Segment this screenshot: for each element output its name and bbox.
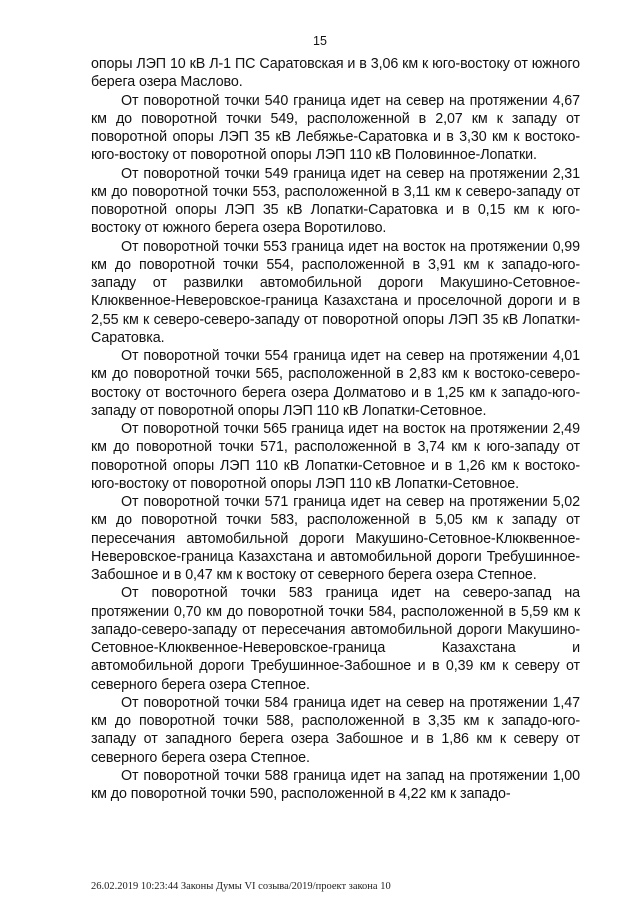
paragraph: От поворотной точки 554 граница идет на север на протяжении 4,01 км до поворотной точки 565, расположенной в 2,83 км к востоко-северо-востоку от восточного берега озера Долматово и в 1,25 км к западо-юго-западу от поворотной опоры ЛЭП 110 кВ Лопатки-Сетовное. (91, 348, 580, 419)
paragraph: От поворотной точки 553 граница идет на восток на протяжении 0,99 км до поворотной точки 554, расположенной в 3,91 км к западо-юго-западу от развилки автомобильной дороги Макушино-Сетовное-Клюквенное-Неверовское-граница Казахстана и проселочной дороги и в 2,55 км к северо-северо-западу от поворотной опоры ЛЭП 35 кВ Лопатки-Саратовка. (91, 238, 580, 346)
paragraph-continuation: опоры ЛЭП 10 кВ Л-1 ПС Саратовская и в 3,06 км к юго-востоку от южного берега озера Маслово. (91, 56, 580, 91)
paragraph: От поворотной точки 540 граница идет на север на протяжении 4,67 км до поворотной точки 549, расположенной в 2,07 км к западу от поворотной опоры ЛЭП 35 кВ Лебяжье-Саратовка и в 3,30 км к востоко-юго-востоку от поворотной опоры ЛЭП 110 кВ Половинное-Лопатки. (91, 92, 580, 164)
paragraph: От поворотной точки 565 граница идет на восток на протяжении 2,49 км до поворотной точки 571, расположенной в 3,74 км к юго-западу от поворотной опоры ЛЭП 110 кВ Лопатки-Сетовное и в 1,26 км к востоко-юго-востоку от поворотной опоры ЛЭП 110 кВ Лопатки-Сетовное. (91, 421, 580, 492)
document-footer: 26.02.2019 10:23:44 Законы Думы VI созыва/2019/проект закона 10 (91, 881, 391, 892)
paragraph: От поворотной точки 571 граница идет на север на протяжении 5,02 км до поворотной точки 583, расположенной в 5,05 км к западу от пересечания автомобильной дороги Макушино-Сетовное-Клюквенное-Неверовское-граница Казахстана и автомобильной дороги Требушинное-Забошное и в 0,47 км к востоку от северного берега озера Степное. (91, 494, 580, 583)
paragraph: От поворотной точки 583 граница идет на северо-запад на протяжении 0,70 км до поворотной точки 584, расположенной в 5,59 км к западо-северо-западу от пересечания автомобильной дороги Макушино-Сетовное-Клюквенное-Неверовское-граница Казахстана и автомобильной дороги Требушинное-Забошное и в 0,39 км к северу от северного берега озера Степное. (91, 585, 580, 693)
paragraph: От поворотной точки 588 граница идет на запад на протяжении 1,00 км до поворотной точки 590, расположенной в 4,22 км к западо- (91, 767, 580, 802)
paragraph: От поворотной точки 549 граница идет на север на протяжении 2,31 км до поворотной точки 553, расположенной в 3,11 км к северо-западу от поворотной опоры ЛЭП 35 кВ Лопатки-Саратовка и в 0,15 км к юго-востоку от южного берега озера Воротилово. (91, 165, 580, 237)
page-number: 15 (313, 34, 327, 48)
paragraph: От поворотной точки 584 граница идет на север на протяжении 1,47 км до поворотной точки 588, расположенной в 3,35 км к западо-юго-западу от западного берега озера Забошное и в 1,86 км к северу от северного берега озера Степное. (91, 694, 580, 766)
document-body (91, 55, 580, 803)
